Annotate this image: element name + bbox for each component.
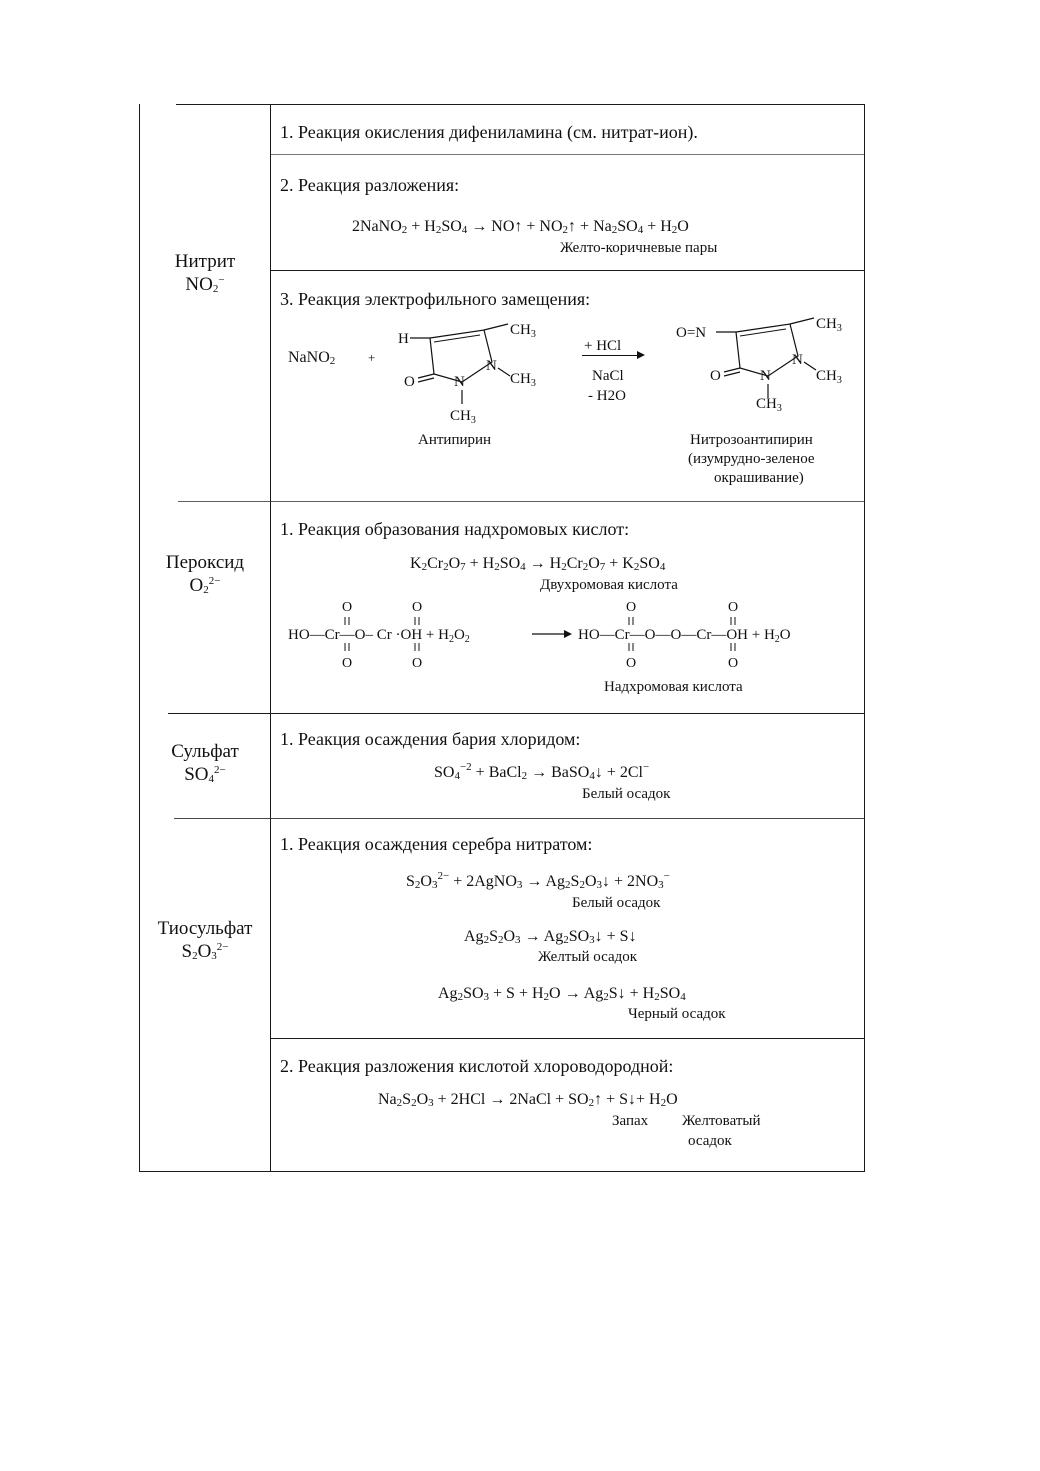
svg-text:O: O xyxy=(728,600,739,615)
antipyrine-structure xyxy=(392,316,552,426)
structure-label: (изумрудно-зеленое xyxy=(688,451,815,467)
thiosulfate-reaction-2 xyxy=(272,1038,864,1171)
ion-formula: $SO_4^{2-}$ xyxy=(184,764,226,785)
ion-name: Сульфат xyxy=(171,741,239,762)
equation: $K_2Cr_2O_7 + H_2SO_4 \to H_2Cr_2O_7 + K_2SO_4$ xyxy=(410,555,666,573)
ion-peroxide xyxy=(140,551,270,597)
ion-sulfate xyxy=(140,740,270,786)
structure-label: окрашивание) xyxy=(714,470,804,486)
ion-thiosulfate xyxy=(140,917,270,963)
plus-sign: + xyxy=(368,350,376,365)
svg-text:CH3: $CH_3$ xyxy=(816,316,842,334)
svg-text:O=N: O=N xyxy=(676,325,707,341)
svg-text:O: O xyxy=(404,374,415,390)
svg-text:CH3: $CH_3$ xyxy=(816,368,842,386)
svg-text:CH3: $CH_3$ xyxy=(510,322,536,340)
ion-name: Тиосульфат xyxy=(157,918,253,939)
table-column-divider xyxy=(270,104,271,1172)
equation-note: Надхромовая кислота xyxy=(604,679,743,695)
svg-text:O: O xyxy=(626,600,637,615)
nano2-reagent: NaNO$_2$ xyxy=(288,349,336,367)
reaction-title: 2. Реакция разложения: xyxy=(280,175,460,195)
reaction-title: 1. Реакция окисления дифениламина (см. нитрат-ион). xyxy=(280,122,698,142)
svg-text:H: H xyxy=(398,331,409,347)
nitrite-reaction-2 xyxy=(272,154,864,270)
ion-nitrite xyxy=(140,250,270,296)
ion-name: Нитрит xyxy=(174,251,236,272)
equation-note: Двухромовая кислота xyxy=(540,577,678,593)
equation-note: Белый осадок xyxy=(582,786,671,802)
svg-text:O: O xyxy=(412,600,423,615)
svg-text:N: N xyxy=(486,358,497,374)
svg-text:O: O xyxy=(342,656,353,671)
condition: - H2O xyxy=(588,388,626,404)
equation: $Na_2S_2O_3 + 2HCl$ → 2NaCl + $SO_2↑$ + S↓+ $H_2O$ xyxy=(378,1091,678,1109)
svg-text:N: N xyxy=(760,368,771,384)
condition: NaCl xyxy=(592,368,624,384)
nitrite-reaction-3 xyxy=(272,270,864,501)
table-bottom-border xyxy=(139,1171,865,1172)
reaction-title: 1. Реакция осаждения серебра нитратом: xyxy=(280,834,593,854)
equation-note: Белый осадок xyxy=(572,895,661,911)
equation-note: осадок xyxy=(688,1133,732,1149)
reaction-title: 1. Реакция образования надхромовых кислот: xyxy=(280,519,630,539)
svg-text:CH3: $CH_3$ xyxy=(450,408,476,426)
structure-label: Нитрозоантипирин xyxy=(690,432,813,448)
sulfate-reaction-1 xyxy=(272,713,864,818)
equation-note: Желтоватый xyxy=(682,1113,761,1129)
svg-text:O: O xyxy=(728,656,739,671)
ion-formula: $O_2^{2-}$ xyxy=(189,575,221,596)
ion-formula: $S_2O_3^{2-}$ xyxy=(181,941,229,962)
svg-text:O: O xyxy=(412,656,423,671)
structure-label: Антипирин xyxy=(418,432,492,448)
thiosulfate-reaction-1 xyxy=(272,818,864,1038)
svg-text:HO—Cr—O—O—Cr—OH + H2O: HO—Cr—O—O—Cr—OH + $H_2O$ xyxy=(578,627,791,645)
reaction-title: 1. Реакция осаждения бария хлоридом: xyxy=(280,729,581,749)
equation-note: Желто-коричневые пары xyxy=(560,240,718,256)
equation-note: Черный осадок xyxy=(628,1006,726,1022)
svg-text:CH3: $CH_3$ xyxy=(756,396,782,414)
reaction-title: 2. Реакция разложения кислотой хлороводородной: xyxy=(280,1056,674,1076)
svg-text:O: O xyxy=(626,656,637,671)
svg-text:N: N xyxy=(792,352,803,368)
ion-formula: $NO_2^-$ xyxy=(185,274,225,295)
svg-text:CH3: $CH_3$ xyxy=(510,371,536,389)
equation-note: Запах xyxy=(612,1113,649,1129)
svg-text:N: N xyxy=(454,374,465,390)
equation: $S_2O_3^{2-}$ + 2AgNO$_3$ → $Ag_2S_2O_3↓ + 2NO_3^-$ xyxy=(406,870,670,891)
peroxide-reaction-1 xyxy=(272,501,864,713)
nitrite-reaction-1 xyxy=(272,104,864,154)
equation-note: Желтый осадок xyxy=(538,949,638,965)
nitrosoantipyrine-structure xyxy=(674,310,864,420)
svg-text:HO—Cr—O– Cr ·OH + H2O2: HO—Cr—O– $Cr \cdot OH + H_2O_2$ xyxy=(288,627,470,645)
equation: 2NaNO$_2$ + $H_2SO_4$ → NO↑ + $NO_2↑ + Na_2SO_4 + H_2O$ xyxy=(352,218,689,236)
svg-text:O: O xyxy=(342,600,353,615)
equation: $SO_4^{-2}$ + BaCl$_2$ → BaSO$_4$↓ + 2Cl− xyxy=(434,761,650,782)
perchromic-acid-scheme xyxy=(288,597,868,677)
reaction-title: 3. Реакция электрофильного замещения: xyxy=(280,289,591,309)
equation: $Ag_2S_2O_3$ → $Ag_2SO_3↓$ + S↓ xyxy=(464,928,637,946)
svg-text:O: O xyxy=(710,368,721,384)
equation: $Ag_2SO_3 + S + H_2O$ → $Ag_2S↓ + H_2SO_4$ xyxy=(438,985,686,1003)
ion-name: Пероксид xyxy=(165,552,245,573)
arrow-head xyxy=(637,351,645,359)
condition: + HCl xyxy=(584,338,622,354)
